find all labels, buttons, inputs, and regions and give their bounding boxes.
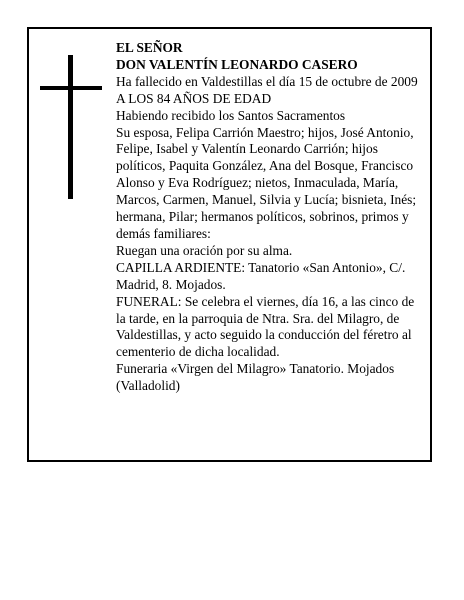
- chapel-paragraph: CAPILLA ARDIENTE: Tanatorio «San Antonio», C/. Madrid, 8. Mojados.: [116, 259, 406, 292]
- notice-text: [116, 40, 424, 395]
- sacraments-line: Habiendo recibido los Santos Sacramentos: [116, 107, 346, 123]
- funeral-paragraph: FUNERAL: Se celebra el viernes, día 16, a las cinco de la tarde, en la parroquia de Ntra. Sra. del Milagro, de Valdestillas, y acto seguido la conducción del féretro al cementerio de dicha localidad.: [116, 293, 415, 360]
- age-line: A LOS 84 AÑOS DE EDAD: [116, 90, 272, 106]
- obituary-notice: [27, 27, 432, 462]
- cross-horizontal-bar: [40, 86, 102, 90]
- honorific: EL SEÑOR: [116, 40, 183, 55]
- cross-vertical-bar: [68, 55, 73, 199]
- deceased-name: DON VALENTÍN LEONARDO CASERO: [116, 56, 358, 72]
- funeral-home-paragraph: Funeraria «Virgen del Milagro» Tanatorio. Mojados (Valladolid): [116, 361, 395, 394]
- latin-cross-icon: [40, 55, 102, 199]
- family-paragraph: Su esposa, Felipa Carrión Maestro; hijos, José Antonio, Felipe, Isabel y Valentín Leonardo Carrión; hijos políticos, Paquita González, Ana del Bosque, Francisco Alonso y Eva Rodríguez; nietos, Inmaculada, María, Marcos, Carmen, Manuel, Silvia y Lucía; bisnieta, Inés; hermana, Pilar; hermanos políticos, sobrinos, primos y demás familiares:: [116, 124, 417, 241]
- prayer-line: Ruegan una oración por su alma.: [116, 242, 293, 258]
- death-statement: Ha fallecido en Valdestillas el día 15 de octubre de 2009: [116, 73, 418, 89]
